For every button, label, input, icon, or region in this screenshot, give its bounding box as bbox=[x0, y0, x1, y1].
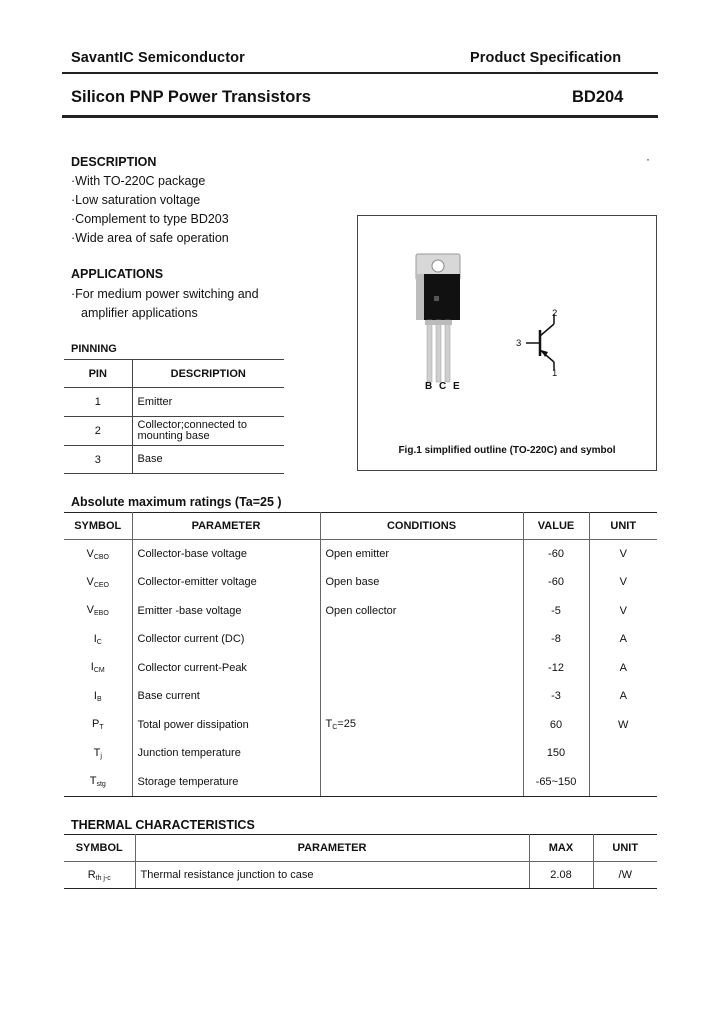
symbol-cell: $V_{CBO}$ bbox=[64, 540, 132, 569]
to220-package-image bbox=[408, 252, 468, 392]
conditions-cell: Open emitter bbox=[320, 540, 523, 569]
conditions-cell bbox=[320, 625, 523, 654]
table-row bbox=[64, 739, 657, 768]
pinning-header-row bbox=[64, 360, 284, 388]
package-pin-labels: B C E bbox=[425, 381, 462, 392]
table-row bbox=[64, 862, 657, 889]
unit-cell: W bbox=[618, 718, 629, 731]
symbol-cell: $I_B$ bbox=[64, 682, 132, 711]
pin-description: Base bbox=[132, 446, 284, 474]
parameter-column-header: PARAMETER bbox=[132, 513, 320, 540]
symbol-cell: $I_C$ bbox=[64, 625, 132, 654]
conditions-cell bbox=[320, 739, 523, 768]
description-item: ·Complement to type BD203 bbox=[71, 212, 229, 226]
pin-number: 1 bbox=[64, 388, 132, 417]
abs-max-header-row bbox=[64, 513, 657, 540]
doc-type: Product Specification bbox=[470, 50, 622, 66]
conditions-cell: Open base bbox=[320, 568, 523, 597]
parameter-column-header: PARAMETER bbox=[135, 835, 529, 862]
collector-pin-label: 2 bbox=[552, 308, 558, 319]
value-cell: 150 bbox=[523, 739, 589, 768]
table-row bbox=[64, 417, 284, 446]
symbol-column-header: SYMBOL bbox=[64, 513, 132, 540]
thermal-title: THERMAL CHARACTERISTICS bbox=[71, 818, 255, 832]
unit-column-header: UNIT bbox=[593, 835, 657, 862]
abs-max-table bbox=[64, 512, 657, 797]
unit-cell: V bbox=[619, 576, 627, 589]
pin-description: Collector;connected to mounting base bbox=[132, 417, 284, 446]
table-row bbox=[64, 768, 657, 797]
symbol-cell: $V_{EBO}$ bbox=[64, 597, 132, 626]
description-list bbox=[71, 172, 229, 248]
parameter-cell: Total power dissipation bbox=[132, 711, 320, 740]
value-cell: -60 bbox=[523, 568, 589, 597]
header-rule-bottom bbox=[62, 115, 658, 118]
value-cell: -3 bbox=[523, 682, 589, 711]
base-pin-label: 3 bbox=[516, 338, 522, 349]
thermal-table bbox=[64, 834, 657, 889]
pin-description: Emitter bbox=[132, 388, 284, 417]
unit-cell bbox=[589, 739, 657, 768]
symbol-column-header: SYMBOL bbox=[64, 835, 135, 862]
parameter-cell: Storage temperature bbox=[132, 768, 320, 797]
unit-cell bbox=[589, 768, 657, 797]
conditions-cell: $T_C=25$ bbox=[320, 711, 523, 740]
conditions-cell bbox=[320, 768, 523, 797]
applications-text bbox=[71, 285, 259, 323]
table-row bbox=[64, 654, 657, 683]
parameter-cell: Thermal resistance junction to case bbox=[135, 862, 529, 889]
symbol-cell: $V_{CEO}$ bbox=[64, 568, 132, 597]
company-name: SavantIC Semiconductor bbox=[71, 50, 245, 66]
table-row bbox=[64, 446, 284, 474]
pin-column-header: PIN bbox=[64, 360, 132, 388]
symbol-cell: $I_{CM}$ bbox=[64, 654, 132, 683]
parameter-cell: Collector current (DC) bbox=[132, 625, 320, 654]
unit-cell: /W bbox=[593, 862, 657, 889]
table-row bbox=[64, 682, 657, 711]
conditions-cell bbox=[320, 682, 523, 711]
applications-line: ·For medium power switching and bbox=[71, 287, 259, 301]
applications-line: amplifier applications bbox=[81, 306, 198, 320]
max-cell: 2.08 bbox=[529, 862, 593, 889]
symbol-cell: $T_{stg}$ bbox=[64, 768, 132, 797]
applications-title: APPLICATIONS bbox=[71, 267, 164, 281]
parameter-cell: Junction temperature bbox=[132, 739, 320, 768]
pinning-title: PINNING bbox=[71, 343, 117, 355]
symbol-cell: $P_T$ bbox=[64, 711, 132, 740]
table-row bbox=[64, 388, 284, 417]
unit-cell: V bbox=[619, 604, 627, 617]
abs-max-title: Absolute maximum ratings (Ta=25 ) bbox=[71, 495, 282, 509]
value-cell: -60 bbox=[523, 540, 589, 569]
value-column-header: VALUE bbox=[523, 513, 589, 540]
header-rule-top bbox=[62, 72, 658, 74]
pin-number: 2 bbox=[64, 417, 132, 446]
max-column-header: MAX bbox=[529, 835, 593, 862]
table-row bbox=[64, 625, 657, 654]
conditions-cell: Open collector bbox=[320, 597, 523, 626]
conditions-column-header: CONDITIONS bbox=[320, 513, 523, 540]
figure-caption: Fig.1 simplified outline (TO-220C) and symbol bbox=[398, 445, 616, 456]
description-item: ·Wide area of safe operation bbox=[71, 231, 229, 245]
table-row bbox=[64, 568, 657, 597]
description-title: DESCRIPTION bbox=[71, 155, 157, 169]
value-cell: -12 bbox=[523, 654, 589, 683]
symbol-cell: $T_j$ bbox=[64, 739, 132, 768]
description-column-header: DESCRIPTION bbox=[132, 360, 284, 388]
parameter-cell: Collector-emitter voltage bbox=[132, 568, 320, 597]
pinning-table bbox=[64, 359, 284, 474]
emitter-pin-label: 1 bbox=[552, 368, 558, 379]
pin-number: 3 bbox=[64, 446, 132, 474]
stray-mark: · bbox=[646, 152, 650, 166]
unit-cell: A bbox=[619, 661, 627, 674]
unit-cell: A bbox=[619, 690, 627, 703]
parameter-cell: Collector current-Peak bbox=[132, 654, 320, 683]
figure-box bbox=[357, 215, 657, 471]
table-row bbox=[64, 540, 657, 569]
product-line: Silicon PNP Power Transistors bbox=[71, 88, 311, 106]
unit-column-header: UNIT bbox=[589, 513, 657, 540]
value-cell: -5 bbox=[523, 597, 589, 626]
parameter-cell: Emitter -base voltage bbox=[132, 597, 320, 626]
unit-cell: V bbox=[619, 548, 627, 560]
table-row bbox=[64, 711, 657, 740]
part-number: BD204 bbox=[572, 88, 624, 106]
description-item: ·Low saturation voltage bbox=[71, 193, 201, 207]
description-item: ·With TO-220C package bbox=[71, 174, 206, 188]
conditions-cell bbox=[320, 654, 523, 683]
unit-cell: A bbox=[619, 633, 627, 646]
table-row bbox=[64, 597, 657, 626]
symbol-cell: $R_{th j-c}$ bbox=[64, 862, 135, 889]
parameter-cell: Base current bbox=[132, 682, 320, 711]
value-cell: 60 bbox=[523, 711, 589, 740]
thermal-header-row bbox=[64, 835, 657, 862]
value-cell: -65~150 bbox=[523, 768, 589, 797]
parameter-cell: Collector-base voltage bbox=[132, 540, 320, 569]
value-cell: -8 bbox=[523, 625, 589, 654]
